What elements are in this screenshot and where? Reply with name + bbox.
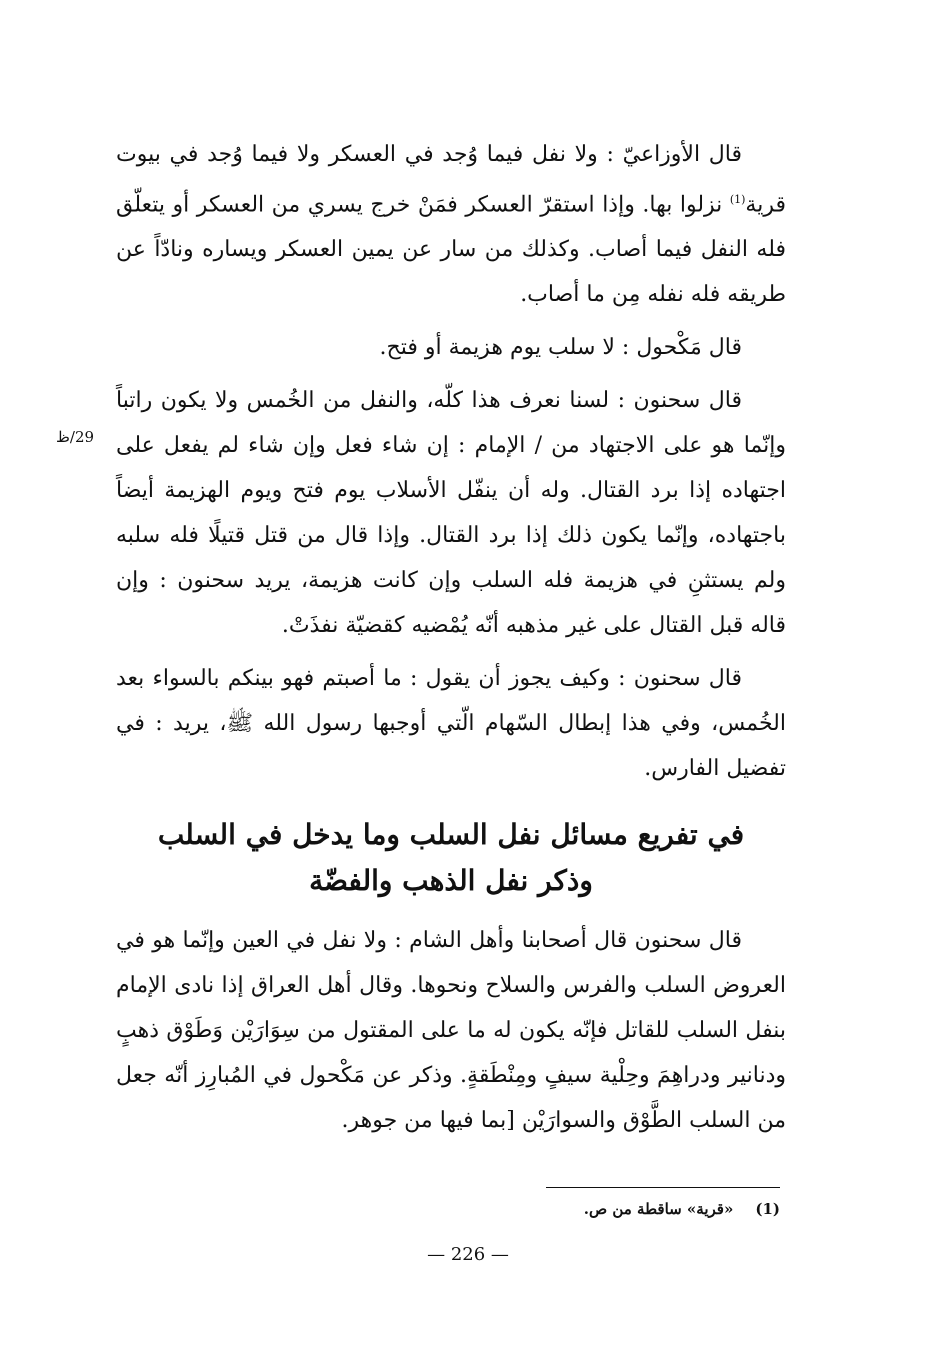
lower-text-block	[116, 918, 786, 1143]
footnote-marker: (1)	[729, 193, 746, 206]
paragraph-sahnun-1: قال سحنون : لسنا نعرف هذا كلّه، والنفل من الخُمس ولا يكون راتباً وإنّما هو على الاجتهاد من / الإمام : إن شاء فعل وإن شاء لم يفعل على اجتهاده إذا برد القتال. وله أن ينفّل الأسلاب يوم فتح ويوم الهزيمة أيضاً باجتهاده، وإنّما يكون ذلك إذا برد القتال. وإذا قال من قتل قتيلًا فله سلبه ولم يستثنِ في هزيمة فله السلب وإن كانت هزيمة، يريد سحنون : وإن قاله قبل القتال على غير مذهبه أنّه يُمْضيه كقضيّة نفذَتْ.	[116, 388, 786, 639]
heading-line-1: في تفريع مسائل نفل السلب وما يدخل في السلب	[157, 818, 745, 851]
footnote-divider	[546, 1187, 780, 1188]
upper-text-block	[116, 132, 786, 791]
section-heading	[116, 812, 786, 904]
heading-line-2: وذكر نفل الذهب والفضّة	[309, 864, 593, 897]
page-number: — 226 —	[427, 1244, 509, 1265]
footnote	[480, 1200, 780, 1218]
footnote-number: (1)	[755, 1200, 780, 1218]
footnote-text: «قرية» ساقطة من ص.	[583, 1200, 734, 1218]
margin-folio-note: 29/ظ	[56, 428, 95, 446]
paragraph-makhul: قال مَكْحول : لا سلب يوم هزيمة أو فتح.	[379, 335, 742, 361]
paragraph-sahnun-2: قال سحنون : وكيف يجوز أن يقول : ما أصبتم فهو بينكم بالسواء بعد الخُمس، وفي هذا إبطال السّهام الّتي أوجبها رسول الله ﷺ، يريد : في تفضيل الفارس.	[116, 666, 786, 782]
paragraph-awzai: قال الأوزاعيّ : ولا نفل فيما وُجد في العسكر ولا فيما وُجد في بيوت قرية$^{(1)}$ نزلوا بها. وإذا استقرّ العسكر فمَنْ خرج يسري من العسكر أو يتعلّق فله النفل فيما أصاب. وكذلك من سار عن يمين العسكر ويساره ونادّاً عن طريقه فله نفله مِن ما أصاب.	[116, 142, 786, 308]
paragraph-after-heading: قال سحنون قال أصحابنا وأهل الشام : ولا نفل في العين وإنّما هو في العروض السلب والفرس والسلاح ونحوها. وقال أهل العراق إذا نادى الإمام بنفل السلب للقاتل فإنّه يكون له ما على المقتول من سِوَارَيْن وَطَوْق ذهبٍ ودنانير ودراهِمَ وحِلْية سيفٍ ومِنْطَقةٍ. وذكر عن مَكْحول في المُبارِز أنّه جعل من السلب الطَّوْق والسوارَيْن [بما فيها من جوهر.	[116, 928, 786, 1133]
